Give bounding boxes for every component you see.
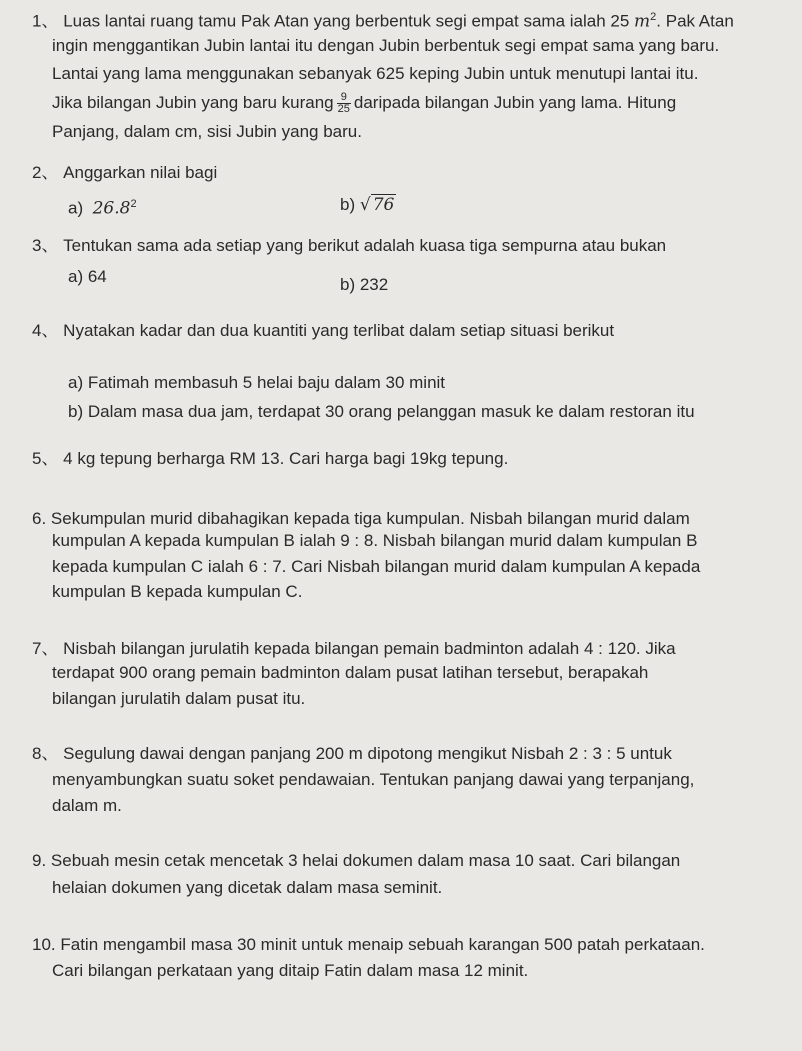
q1-text-4b: daripada bilangan Jubin yang lama. Hitung: [353, 93, 677, 112]
q8-line-1: 8、 Segulung dawai dengan panjang 200 m dipotong mengikut Nisbah 2 : 3 : 5 untuk: [32, 744, 672, 763]
q3-title: 3、 Tentukan sama ada setiap yang berikut adalah kuasa tiga sempurna atau bukan: [32, 236, 667, 255]
q1-fraction-denominator: 25: [337, 103, 350, 116]
q2-a-label: a): [68, 198, 84, 218]
q4-title: 4、 Nyatakan kadar dan dua kuantiti yang terlibat dalam setiap situasi berikut: [32, 321, 615, 340]
q1-line-1: [32, 6, 734, 33]
q6-line-1: 6. Sekumpulan murid dibahagikan kepada tiga kumpulan. Nisbah bilangan murid dalam: [32, 509, 690, 528]
q6-line-2: kumpulan A kepada kumpulan B ialah 9 : 8. Nisbah bilangan murid dalam kumpulan B: [52, 531, 698, 550]
q3-part-a: a) 64: [68, 267, 107, 286]
q1-unit-exponent: 2: [650, 11, 657, 23]
q9-line-1: 9. Sebuah mesin cetak mencetak 3 helai dokumen dalam masa 10 saat. Cari bilangan: [32, 851, 681, 870]
q8-line-2: menyambungkan suatu soket pendawaian. Tentukan panjang dawai yang terpanjang,: [52, 770, 695, 789]
sqrt-icon: √: [359, 195, 371, 215]
q2-part-b: [340, 194, 396, 216]
q9-line-2: helaian dokumen yang dicetak dalam masa seminit.: [52, 878, 443, 897]
q1-text-1a: Luas lantai ruang tamu Pak Atan yang berbentuk segi empat sama ialah 25: [63, 11, 630, 31]
q7-line-1: 7、 Nisbah bilangan jurulatih kepada bilangan pemain badminton adalah 4 : 120. Jika: [32, 639, 676, 658]
q1-fraction-numerator: 9: [337, 92, 351, 104]
q1-line-5: Panjang, dalam cm, sisi Jubin yang baru.: [52, 122, 362, 141]
q6-line-3: kepada kumpulan C ialah 6 : 7. Cari Nisbah bilangan murid dalam kumpulan A kepada: [52, 557, 701, 576]
q8-line-3: dalam m.: [52, 796, 122, 815]
q10-line-2: Cari bilangan perkataan yang ditaip Fatin dalam masa 12 minit.: [52, 961, 529, 980]
q1-fraction: [337, 92, 351, 115]
q4-part-a: a) Fatimah membasuh 5 helai baju dalam 30 minit: [68, 373, 446, 392]
q1-line-3: Lantai yang lama menggunakan sebanyak 625 keping Jubin untuk menutupi lantai itu.: [52, 64, 699, 83]
q1-text-4a: Jika bilangan Jubin yang baru kurang: [52, 93, 334, 112]
q2-a-base: 26.8: [92, 198, 131, 219]
q1-unit: m: [634, 11, 651, 32]
q5-text: 5、 4 kg tepung berharga RM 13. Cari harga bagi 19kg tepung.: [32, 449, 509, 468]
q2-b-sqrt: [360, 194, 396, 215]
q1-text-1b: . Pak Atan: [656, 11, 734, 31]
q1-line-2: ingin menggantikan Jubin lantai itu dengan Jubin berbentuk segi empat sama yang baru.: [52, 36, 720, 55]
q4-part-b: b) Dalam masa dua jam, terdapat 30 orang pelanggan masuk ke dalam restoran itu: [68, 402, 695, 421]
q6-line-4: kumpulan B kepada kumpulan C.: [52, 582, 303, 601]
q7-line-2: terdapat 900 orang pemain badminton dalam pusat latihan tersebut, berapakah: [52, 663, 649, 682]
q1-number: 1、: [32, 11, 59, 31]
q10-line-1: 10. Fatin mengambil masa 30 minit untuk menaip sebuah karangan 500 patah perkataan.: [32, 935, 705, 954]
q1-line-4: [52, 92, 676, 115]
q3-part-b: b) 232: [340, 275, 389, 294]
q7-line-3: bilangan jurulatih dalam pusat itu.: [52, 689, 306, 708]
q2-a-exponent: 2: [130, 198, 137, 210]
q2-b-label: b): [340, 195, 356, 214]
q2-b-radicand: 76: [372, 195, 395, 215]
q2-part-a: [68, 193, 137, 220]
q2-title: 2、 Anggarkan nilai bagi: [32, 163, 218, 182]
